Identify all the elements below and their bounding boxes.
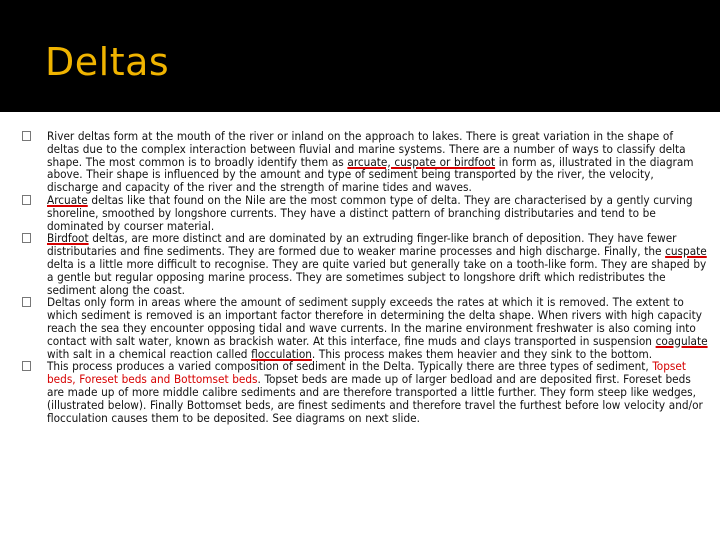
square-bullet-icon <box>22 297 31 307</box>
bullet-text: Deltas only form in areas where the amount of sediment supply exceeds the rates at which it is removed. The extent to which sediment is removed is an important factor therefore in determining the delta shape. When rivers with high capacity reach the sea they encounter opposing tidal and wave currents. In the marine environment freshwater is also coming into contact with salt water, known as brackish water. At this interface, fine muds and clays transported in suspension <box>47 295 702 348</box>
coagulate-link[interactable]: coagulate <box>655 333 708 348</box>
slide-title: Deltas <box>45 40 170 84</box>
title-bar <box>0 0 720 112</box>
flocculation-link[interactable]: flocculation <box>251 346 312 361</box>
bullet-item <box>22 360 708 424</box>
birdfoot-link[interactable]: Birdfoot <box>47 231 89 246</box>
bullet-text: deltas, are more distinct and are dominated by an extruding finger-like branch of deposition. They have fewer distributaries and fine sediments. They are formed due to weaker marine processes and high discharge. Finally, the <box>47 231 677 259</box>
bullet-item <box>22 194 708 232</box>
square-bullet-icon <box>22 361 31 371</box>
square-bullet-icon <box>22 195 31 205</box>
bullet-item <box>22 130 708 194</box>
square-bullet-icon <box>22 131 31 141</box>
bullet-text: This process produces a varied composition of sediment in the Delta. Typically there are three types of sediment, <box>47 359 653 374</box>
bullet-item <box>22 296 708 360</box>
sediment-types-highlight: Topset beds, Foreset beds and Bottomset beds <box>47 359 686 387</box>
cuspate-link[interactable]: cuspate <box>665 244 707 259</box>
square-bullet-icon <box>22 233 31 243</box>
bullet-text: deltas like that found on the Nile are the most common type of delta. They are characterised by a gently curving shoreline, smoothed by longshore currents. They have a distinct pattern of branching distributaries and tend to be dominated by courser material. <box>47 192 693 233</box>
bullet-text: with salt in a chemical reaction called <box>47 346 252 361</box>
arcuate-link[interactable]: Arcuate <box>47 192 88 207</box>
bullet-text: . This process makes them heavier and they sink to the bottom. <box>311 346 653 361</box>
bullet-item <box>22 232 708 296</box>
bullet-text: delta is a little more difficult to recognise. They are quite varied but generally take on a tooth-like form. They are shaped by a gentle but regular opposing marine process. They are sometimes subject to longshore drift which redistributes the sediment along the coast. <box>47 256 707 297</box>
bullet-text: . Topset beds are made up of larger bedload and are deposited first. Foreset beds are made up of more middle calibre sediments and are therefore transported a little further. They form steep like wedges, (illustrated below). Finally Bottomset beds, are finest sediments and therefore travel the furthest before low velocity and/or flocculation causes them to be deposited. See diagrams on next slide. <box>47 372 703 425</box>
delta-types-link[interactable]: arcuate, cuspate or birdfoot <box>347 154 496 169</box>
bullet-list <box>22 130 708 424</box>
bullet-text: in form as, illustrated in the diagram above. Their shape is influenced by the amount and type of sediment being transported by the river, the velocity, discharge and capacity of the river and the strength of marine tides and waves. <box>47 154 694 195</box>
bullet-text: River deltas form at the mouth of the river or inland on the approach to lakes. There is great variation in the shape of deltas due to the complex interaction between fluvial and marine systems. There are a number of ways to classify delta shape. The most common is to broadly identify them as <box>47 129 686 169</box>
